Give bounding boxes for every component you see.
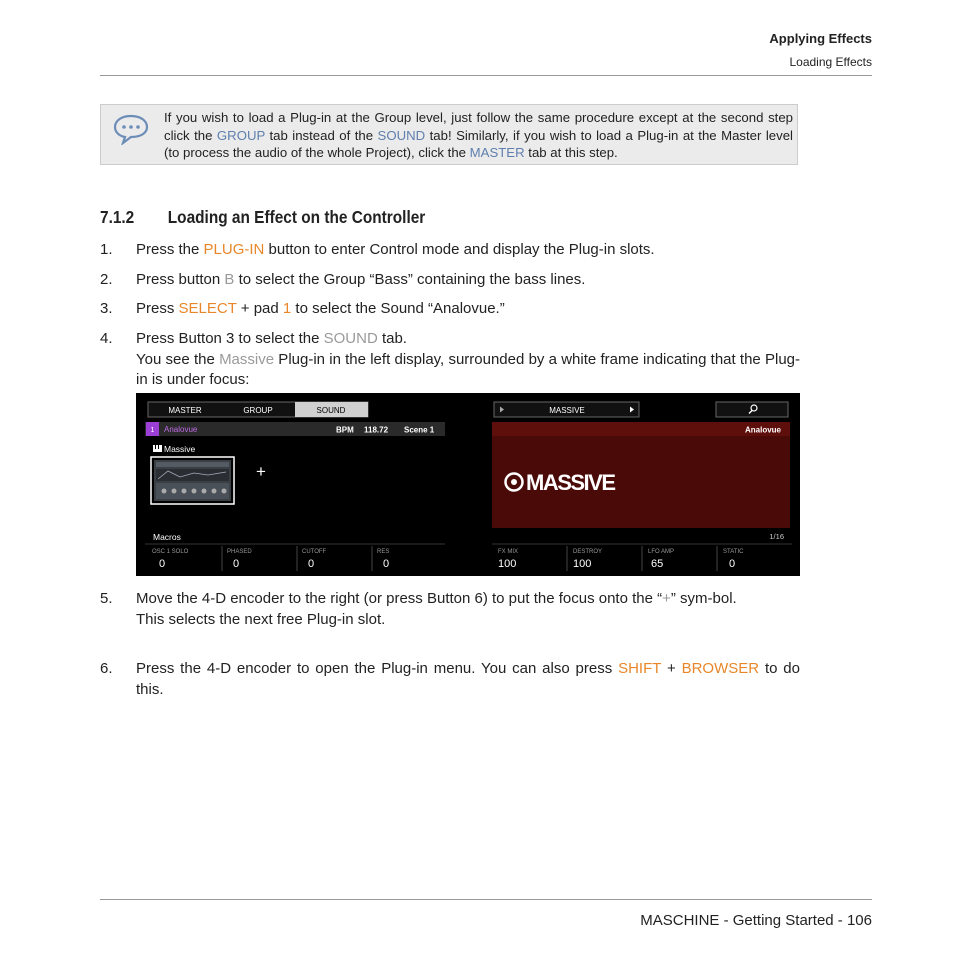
tab-master[interactable]: MASTER [168, 406, 202, 415]
fx-param-value-4[interactable]: 0 [729, 558, 736, 570]
tab-sound[interactable]: SOUND [316, 406, 346, 415]
add-plugin-slot[interactable]: + [256, 462, 266, 481]
step-3: 3. Press SELECT + pad 1 to select the Sound “Analovue.” [100, 300, 505, 317]
fx-param-label-1: FX MIX [498, 549, 519, 555]
param-label-3: CUTOFF [302, 549, 327, 555]
page-indicator: 1/16 [769, 532, 784, 541]
tip-note-box [100, 104, 798, 165]
param-label-1: OSC 1 SOLO [152, 549, 189, 555]
select-button-label: SELECT [178, 300, 237, 317]
controller-screenshot [136, 393, 800, 576]
scene-label: Scene 1 [404, 425, 435, 435]
footer-rule [100, 899, 872, 900]
button-b-label: B [224, 271, 235, 288]
plugin-name: Massive [164, 444, 196, 454]
plugin-button-label: PLUG-IN [203, 241, 265, 258]
plugin-selector[interactable]: MASSIVE [549, 406, 585, 415]
speech-bubble-icon [113, 113, 149, 145]
param-label-4: RES [377, 549, 390, 555]
running-header-title: Applying Effects [769, 31, 872, 46]
master-keyword: MASTER [469, 145, 525, 160]
param-label-2: PHASED [227, 549, 252, 555]
step-5: 5. Move the 4-D encoder to the right (or press Button 6) to put the focus onto the “+” sym-bol. This selects the next free Plug-in slot. [100, 590, 737, 628]
massive-label: Massive [219, 350, 275, 368]
fx-param-value-3[interactable]: 65 [651, 558, 664, 570]
massive-logo-text: MASSIVE [526, 470, 615, 495]
tab-group[interactable]: GROUP [243, 406, 273, 415]
step-6: 6. Press the 4-D encoder to open the Plug-in menu. You can also press SHIFT + BROWSER to do this. [100, 660, 800, 698]
shift-button-label: SHIFT [618, 660, 662, 677]
plus-symbol: + [662, 590, 671, 607]
fx-param-value-2[interactable]: 100 [573, 558, 592, 570]
section-heading: 7.1.2 Loading an Effect on the Controller [100, 207, 426, 227]
piano-icon [153, 445, 162, 452]
browser-button-label: BROWSER [681, 660, 760, 677]
param-value-2[interactable]: 0 [233, 558, 240, 570]
param-value-1[interactable]: 0 [159, 558, 166, 570]
bpm-label: BPM [336, 425, 354, 435]
tip-note-text: If you wish to load a Plug-in at the Group level, just follow the same procedure except at the second step click the GROUP tab instead of the SOUND tab! Similarly, if you wish to load a Plug-in at the Master level (to process the audio of the whole Project), click the MASTER tab at this step. [164, 110, 793, 160]
fx-param-value-1[interactable]: 100 [498, 558, 517, 570]
header-rule [100, 75, 872, 76]
step-1: 1. Press the PLUG-IN button to enter Control mode and display the Plug-in slots. [100, 241, 655, 258]
group-keyword: GROUP [216, 127, 266, 143]
pad-1-label: 1 [282, 300, 292, 317]
sound-name-left: Analovue [164, 425, 198, 434]
fx-param-label-2: DESTROY [573, 549, 603, 555]
macros-label: Macros [153, 532, 181, 542]
param-value-3[interactable]: 0 [308, 558, 315, 570]
sound-keyword: SOUND [377, 127, 426, 143]
bpm-value: 118.72 [364, 425, 389, 435]
sound-name-right: Analovue [744, 425, 781, 435]
sound-tab-label: SOUND [323, 330, 378, 347]
fx-param-label-3: LFO AMP [648, 549, 675, 555]
step-2: 2. Press button B to select the Group “Bass” containing the bass lines. [100, 271, 586, 288]
slot-index: 1 [150, 427, 155, 434]
massive-plugin-thumbnail[interactable] [151, 457, 234, 504]
running-header-subtitle: Loading Effects [789, 55, 872, 69]
page-footer: MASCHINE - Getting Started - 106 [640, 912, 872, 929]
param-value-4[interactable]: 0 [383, 558, 390, 570]
step-4: 4. Press Button 3 to select the SOUND tab. You see the Massive Plug-in in the left display, surrounded by a white frame indicating that the Plug-in is under focus: [100, 330, 801, 388]
fx-param-label-4: STATIC [723, 549, 744, 555]
